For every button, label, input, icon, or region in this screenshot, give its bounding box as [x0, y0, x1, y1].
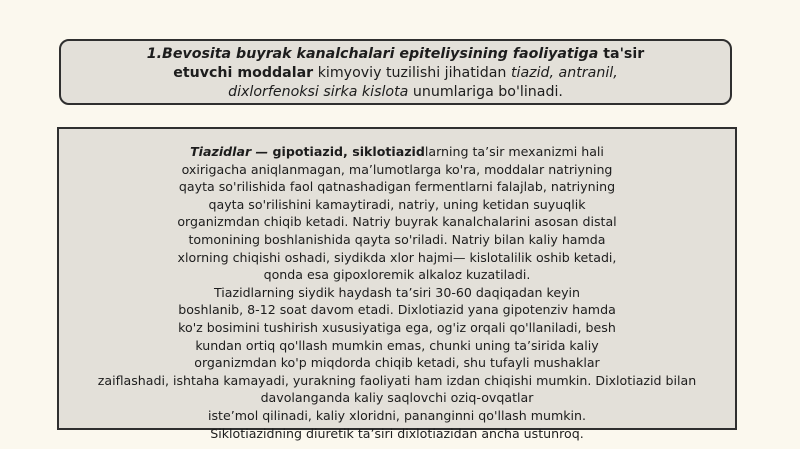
description-line: Tiazidlarning siydik haydash ta’siri 30-60 daqiqadan keyin — [213, 284, 581, 300]
tiazid-description-box — [57, 127, 737, 441]
description-line: davolanganda kaliy saqlovchi oziq-ovqatlar — [260, 390, 534, 406]
description-line: qonda esa gipoxloremik alkaloz kuzatiladi. — [263, 267, 531, 283]
summary-line-3 — [61, 83, 730, 102]
description-line: zaiflashadi, ishtaha kamayadi, yurakning faoliyati ham izdan chiqishi mumkin. Dixlotiazid bilan — [97, 372, 697, 388]
summary-heading-end: etuvchi moddalar — [173, 65, 314, 81]
summary-text: kimyoviy tuzilishi jihatidan — [313, 65, 511, 81]
description-line: organizmdan chiqib ketadi. Natriy buyrak kanalchalarini asosan distal — [177, 214, 617, 230]
summary-line-2 — [61, 64, 730, 83]
description-line: qayta so'rilishida faol qatnashadigan fermentlarni falajlab, natriyning — [178, 179, 616, 195]
description-line: ko'z bosimini tushirish xususiyatiga ega, og'iz orqali qo'llaniladi, besh — [178, 319, 616, 335]
description-text-start: larning ta’sir mexanizmi hali — [424, 144, 604, 159]
summary-italic-terms: tiazid, antranil, — [510, 65, 618, 81]
summary-line-1 — [61, 45, 730, 64]
description-line: iste’mol qilinadi, kaliy xloridni, pananginni qo'llash mumkin. — [207, 407, 587, 423]
tiazid-term: Tiazidlar — — [190, 144, 269, 159]
drug-names: gipotiazid, siklotiazid — [268, 144, 425, 159]
description-line: tomonining boshlanishida qayta so'riladi. Natriy bilan kaliy hamda — [188, 231, 606, 247]
description-line: xlorning chiqishi oshadi, siydikda xlor hajmi— kislotalilik oshib ketadi, — [177, 249, 617, 265]
description-line-1 — [59, 143, 735, 161]
description-line: Siklotiazidning diuretik ta’siri dixlotiazidan ancha ustunroq. — [210, 425, 584, 441]
description-line: boshlanib, 8-12 soat davom etadi. Dixlotiazid yana gipotenziv hamda — [178, 302, 616, 318]
summary-text-end: unumlariga bo'linadi. — [408, 84, 563, 100]
summary-heading: 1.Bevosita buyrak kanalchalari epiteliysining faoliyatiga — [146, 46, 599, 62]
description-line: kundan ortiq qo'llash mumkin emas, chunki uning ta’sirida kaliy — [195, 337, 599, 353]
description-line: qayta so'rilishini kamaytiradi, natriy, uning ketidan suyuqlik — [208, 196, 586, 212]
description-line: oxirigacha aniqlanmagan, ma’lumotlarga ko'ra, moddalar natriyning — [181, 161, 613, 177]
summary-heading-cont: ta'sir — [598, 46, 645, 62]
description-line: organizmdan ko'p miqdorda chiqib ketadi, shu tufayli mushaklar — [194, 355, 600, 371]
summary-box — [59, 39, 732, 105]
summary-italic-terms-2: dixlorfenoksi sirka kislota — [228, 84, 409, 100]
